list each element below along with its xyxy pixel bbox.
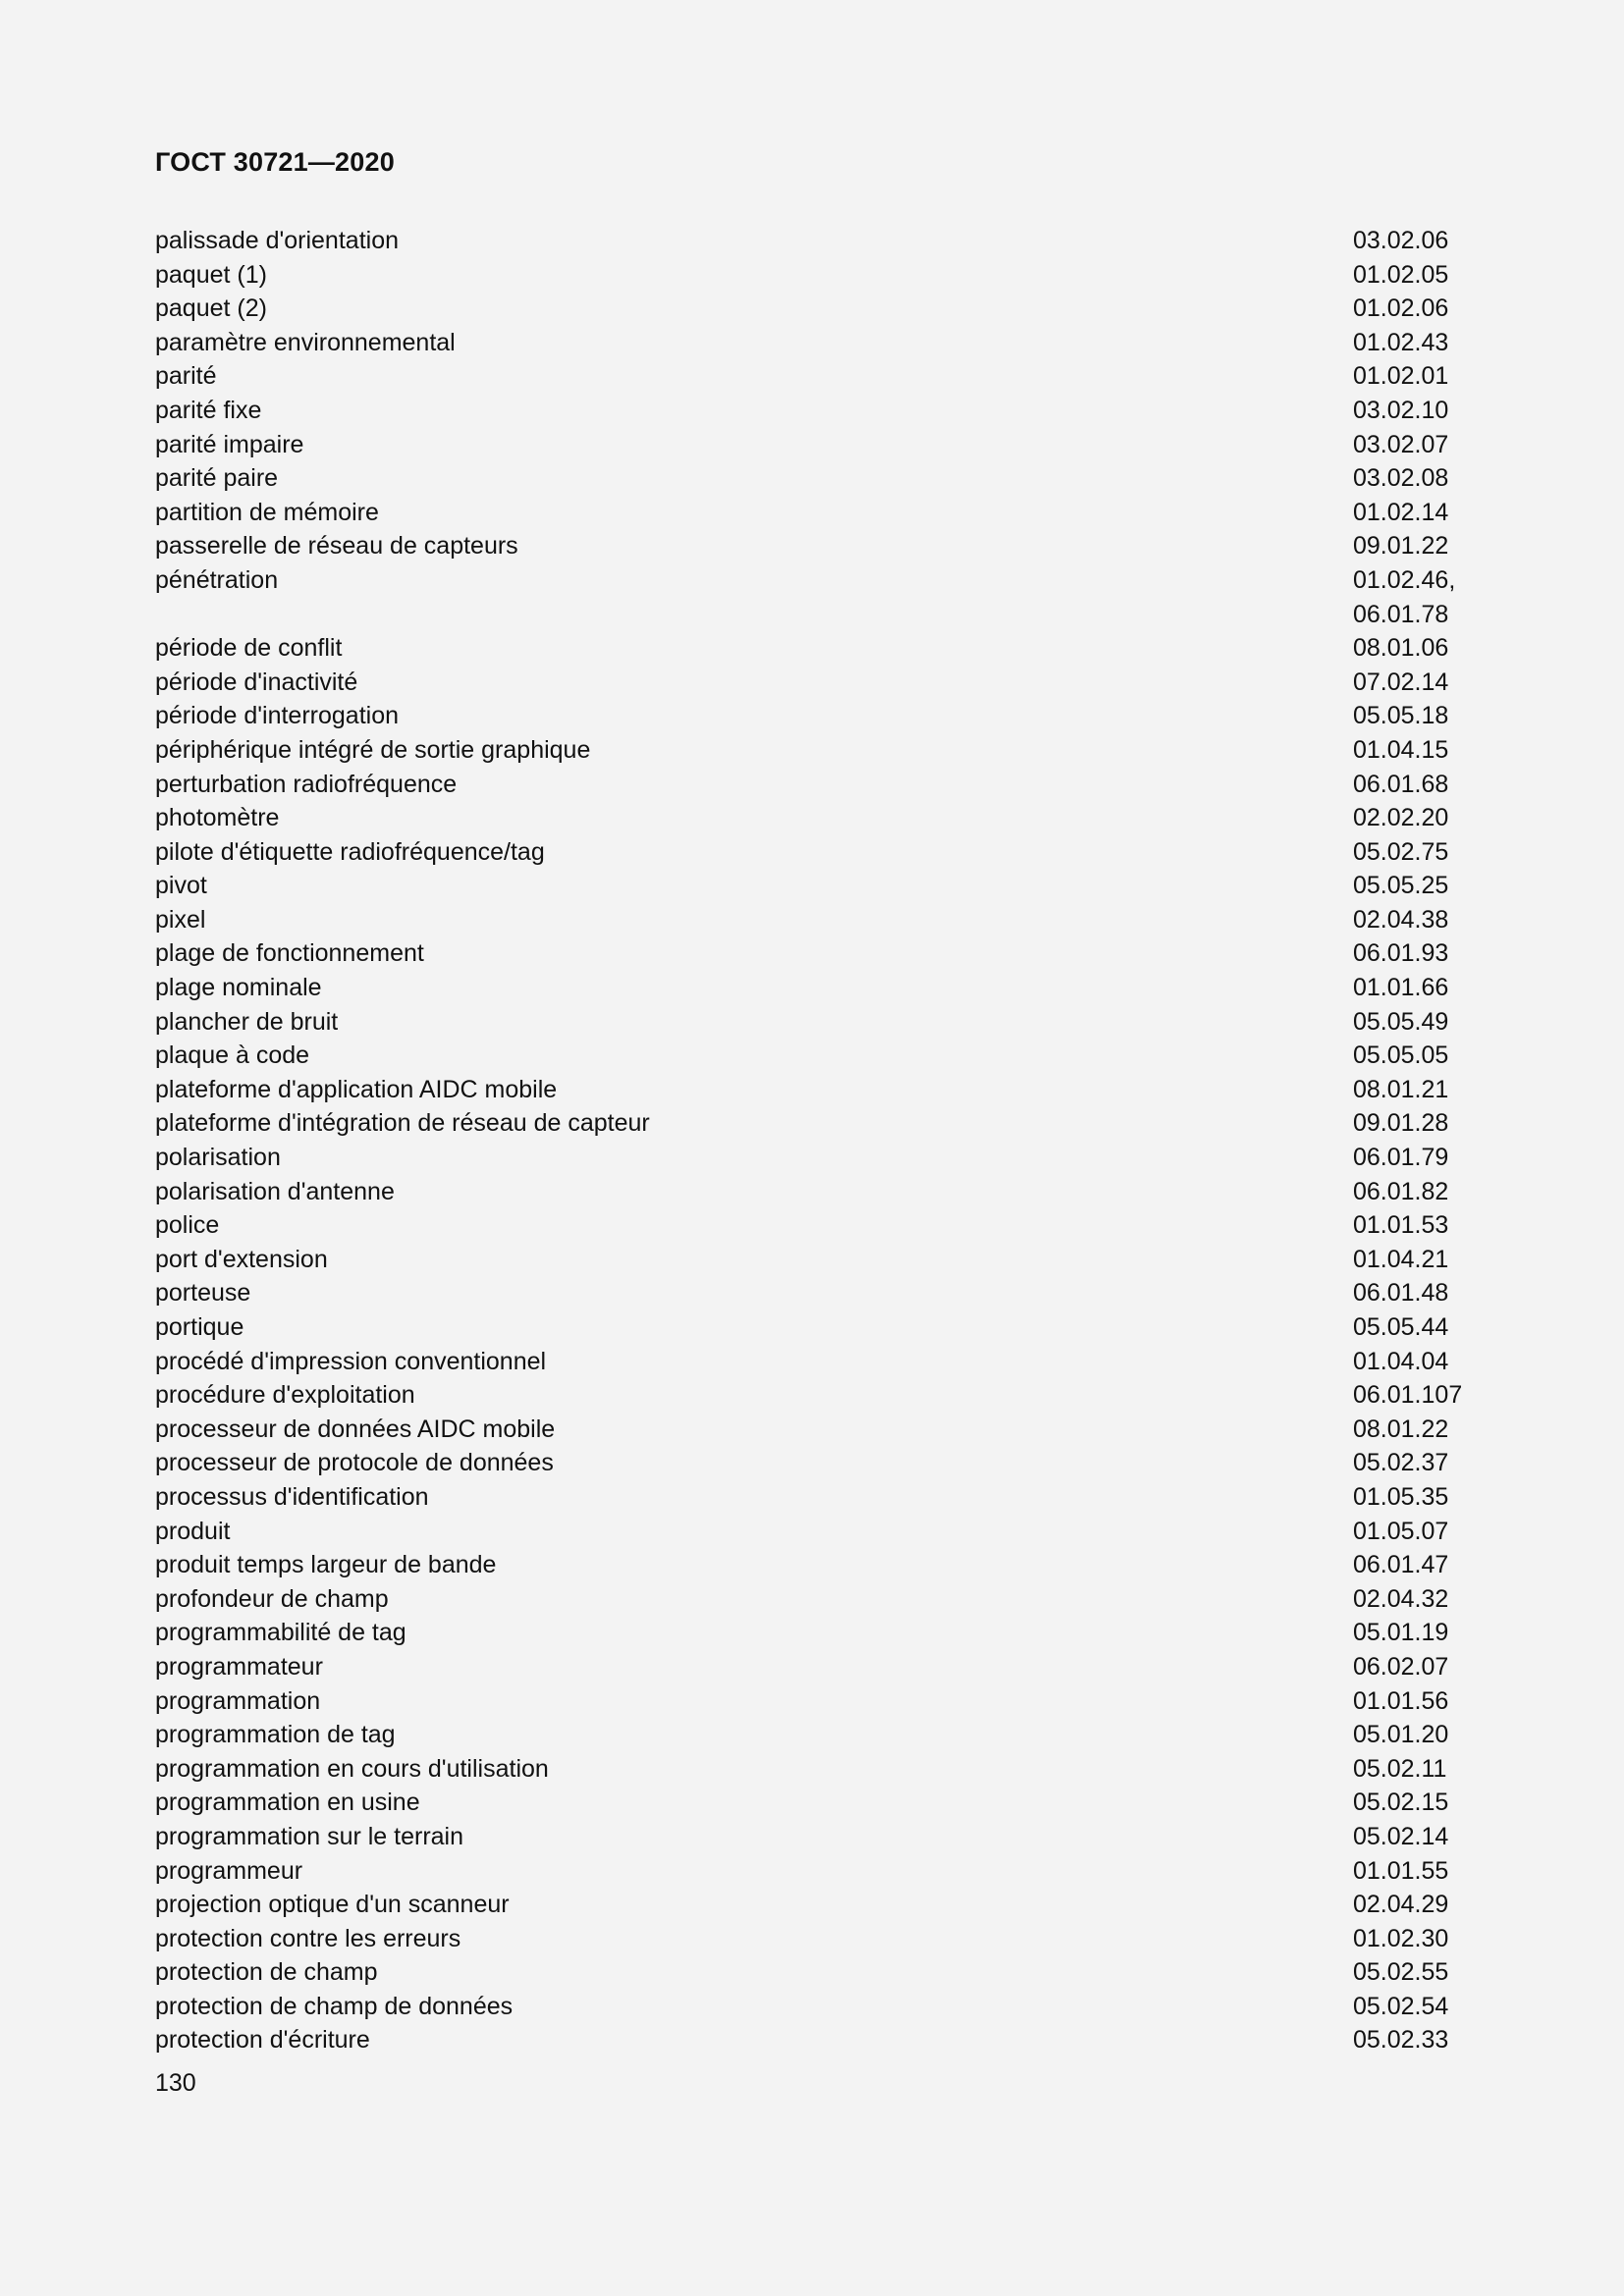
index-entry	[155, 1073, 1471, 1107]
term-reference-number: 01.01.56	[1353, 1686, 1449, 1715]
index-entry	[155, 1276, 1471, 1310]
index-entry	[155, 1650, 1471, 1684]
index-entry	[155, 1378, 1471, 1413]
term-reference-number: 01.02.30	[1353, 1924, 1449, 1952]
index-references	[1353, 394, 1471, 428]
index-term: processus d'identification	[155, 1482, 429, 1511]
term-reference-number: 01.05.35	[1353, 1482, 1449, 1511]
term-reference-number: 05.02.75	[1353, 837, 1449, 866]
index-references	[1353, 971, 1471, 1005]
index-entry	[155, 2023, 1471, 2057]
standard-code-header: ГОСТ 30721—2020	[155, 147, 395, 177]
index-references	[1353, 1413, 1471, 1447]
index-references	[1353, 1515, 1471, 1549]
index-references	[1353, 1990, 1471, 2024]
index-references	[1353, 326, 1471, 360]
term-reference-number: 06.01.48	[1353, 1279, 1449, 1308]
index-term: paramètre environnemental	[155, 328, 456, 356]
term-reference-number: 08.01.06	[1353, 634, 1449, 663]
index-term: pilote d'étiquette radiofréquence/tag	[155, 837, 545, 866]
index-entry	[155, 359, 1471, 394]
index-references	[1353, 1786, 1471, 1820]
index-term: parité impaire	[155, 430, 304, 458]
term-reference-number: 06.01.79	[1353, 1144, 1449, 1172]
term-reference-number: 09.01.22	[1353, 532, 1449, 561]
index-term: période de conflit	[155, 634, 343, 663]
index-term: programmeur	[155, 1856, 303, 1885]
index-term: paquet (1)	[155, 260, 267, 289]
index-term: perturbation radiofréquence	[155, 770, 458, 798]
index-references	[1353, 1243, 1471, 1277]
index-entry	[155, 1820, 1471, 1854]
index-entry	[155, 666, 1471, 700]
index-entry	[155, 869, 1471, 903]
index-references	[1353, 496, 1471, 530]
term-reference-number: 03.02.07	[1353, 430, 1449, 458]
term-reference-number: 05.02.15	[1353, 1789, 1449, 1817]
term-reference-number: 01.02.06	[1353, 294, 1449, 323]
term-reference-number: 03.02.08	[1353, 464, 1449, 493]
index-references	[1353, 2023, 1471, 2057]
index-term: palissade d'orientation	[155, 227, 399, 254]
index-term: pivot	[155, 872, 207, 900]
term-reference-number: 05.02.37	[1353, 1449, 1449, 1477]
term-reference-number: 06.01.93	[1353, 939, 1449, 968]
index-term: programmation en usine	[155, 1789, 420, 1817]
index-term: profondeur de champ	[155, 1584, 389, 1613]
index-entry	[155, 835, 1471, 870]
term-reference-number: 01.01.53	[1353, 1211, 1449, 1240]
term-reference-number: 01.04.04	[1353, 1347, 1449, 1375]
term-reference-number: 05.02.54	[1353, 1992, 1449, 2020]
index-term: procédé d'impression conventionnel	[155, 1347, 547, 1375]
index-term: protection de champ de données	[155, 1992, 514, 2020]
index-references	[1353, 1039, 1471, 1073]
index-references	[1353, 461, 1471, 496]
index-term: produit	[155, 1517, 231, 1545]
index-entry	[155, 428, 1471, 462]
term-reference-number: 06.02.07	[1353, 1652, 1449, 1681]
index-references	[1353, 699, 1471, 733]
index-entry	[155, 1413, 1471, 1447]
index-entry	[155, 1616, 1471, 1650]
index-references	[1353, 1888, 1471, 1922]
index-term: parité	[155, 362, 217, 391]
term-reference-number: 05.01.19	[1353, 1619, 1449, 1647]
term-reference-number: 05.02.11	[1353, 1754, 1447, 1783]
index-term: pixel	[155, 905, 206, 934]
term-reference-number: 02.02.20	[1353, 804, 1449, 832]
index-term: partition de mémoire	[155, 498, 379, 526]
index-references	[1353, 631, 1471, 666]
index-term: photomètre	[155, 804, 280, 832]
index-references	[1353, 801, 1471, 835]
index-term: programmation en cours d'utilisation	[155, 1754, 549, 1783]
index-entry	[155, 529, 1471, 563]
term-reference-number: 02.04.32	[1353, 1584, 1449, 1613]
term-reference-number: 01.02.43	[1353, 328, 1449, 356]
term-reference-number: 05.05.49	[1353, 1007, 1449, 1036]
index-term: plage nominale	[155, 974, 322, 1002]
index-term: période d'interrogation	[155, 702, 399, 730]
index-entry	[155, 496, 1471, 530]
term-reference-number: 05.05.05	[1353, 1041, 1449, 1070]
term-reference-number: 09.01.28	[1353, 1109, 1449, 1138]
term-reference-number: 08.01.21	[1353, 1075, 1449, 1103]
index-term: police	[155, 1211, 220, 1240]
index-term: plaque à code	[155, 1041, 310, 1070]
index-term: processeur de protocole de données	[155, 1449, 554, 1477]
index-entry	[155, 1990, 1471, 2024]
index-references	[1353, 1073, 1471, 1107]
term-reference-number: 01.02.05	[1353, 260, 1449, 289]
term-reference-number: 05.02.55	[1353, 1958, 1449, 1987]
index-entry	[155, 768, 1471, 802]
index-references	[1353, 1922, 1471, 1956]
index-term: programmation sur le terrain	[155, 1822, 464, 1850]
index-term: programmabilité de tag	[155, 1619, 406, 1647]
index-references	[1353, 1276, 1471, 1310]
index-references	[1353, 1141, 1471, 1175]
term-reference-number: 03.02.06	[1353, 227, 1449, 254]
index-entry	[155, 1548, 1471, 1582]
term-reference-number: 01.01.66	[1353, 974, 1449, 1002]
index-references	[1353, 1480, 1471, 1515]
term-reference-number: 08.01.22	[1353, 1415, 1449, 1443]
index-entry	[155, 1684, 1471, 1719]
index-references	[1353, 1005, 1471, 1040]
index-references	[1353, 869, 1471, 903]
term-reference-number: 01.04.21	[1353, 1245, 1449, 1273]
index-references	[1353, 1752, 1471, 1787]
term-reference-number: 01.02.46,	[1353, 565, 1456, 594]
term-reference-number: 05.05.44	[1353, 1313, 1449, 1341]
term-reference-number: 01.04.15	[1353, 735, 1449, 764]
index-entry	[155, 1955, 1471, 1990]
index-references	[1353, 1582, 1471, 1617]
term-reference-number: 06.01.107	[1353, 1381, 1463, 1410]
index-term: protection d'écriture	[155, 2026, 370, 2055]
index-entry	[155, 1039, 1471, 1073]
index-entry	[155, 224, 1471, 258]
index-entry	[155, 1243, 1471, 1277]
index-entry	[155, 1310, 1471, 1345]
index-entry	[155, 326, 1471, 360]
index-entry	[155, 1854, 1471, 1889]
index-references	[1353, 1548, 1471, 1582]
index-entry	[155, 1141, 1471, 1175]
index-entry	[155, 1922, 1471, 1956]
index-references	[1353, 835, 1471, 870]
index-references	[1353, 529, 1471, 563]
term-reference-number: 01.02.14	[1353, 498, 1449, 526]
index-term: produit temps largeur de bande	[155, 1551, 497, 1579]
index-entry	[155, 631, 1471, 666]
index-references	[1353, 563, 1471, 631]
index-entry	[155, 461, 1471, 496]
term-reference-number: 01.02.01	[1353, 362, 1449, 391]
index-entry	[155, 1786, 1471, 1820]
index-references	[1353, 1955, 1471, 1990]
term-reference-number: 05.05.18	[1353, 702, 1449, 730]
index-references	[1353, 733, 1471, 768]
index-term: paquet (2)	[155, 294, 267, 323]
term-reference-number: 05.01.20	[1353, 1721, 1449, 1749]
index-entry	[155, 1106, 1471, 1141]
index-entry	[155, 1480, 1471, 1515]
index-term: parité fixe	[155, 396, 262, 424]
index-entry	[155, 394, 1471, 428]
index-term: programmation	[155, 1686, 321, 1715]
index-term: pénétration	[155, 565, 279, 594]
index-term: plage de fonctionnement	[155, 939, 424, 968]
index-term: plateforme d'intégration de réseau de capteur	[155, 1109, 650, 1138]
index-references	[1353, 1684, 1471, 1719]
index-references	[1353, 1378, 1471, 1413]
index-references	[1353, 1820, 1471, 1854]
index-references	[1353, 1345, 1471, 1379]
index-entry	[155, 1718, 1471, 1752]
index-term: parité paire	[155, 464, 279, 493]
index-references	[1353, 768, 1471, 802]
index-entry	[155, 1515, 1471, 1549]
term-reference-number: 07.02.14	[1353, 667, 1449, 696]
index-entry	[155, 903, 1471, 937]
index-entry	[155, 1582, 1471, 1617]
index-term: programmation de tag	[155, 1721, 396, 1749]
term-reference-number: 01.05.07	[1353, 1517, 1449, 1545]
index-entry	[155, 1446, 1471, 1480]
index-term: polarisation	[155, 1144, 281, 1172]
index-term: procédure d'exploitation	[155, 1381, 415, 1410]
index-entry	[155, 1345, 1471, 1379]
index-term: programmateur	[155, 1652, 323, 1681]
page-number: 130	[155, 2069, 196, 2097]
index-term: portique	[155, 1313, 244, 1341]
index-entry	[155, 1752, 1471, 1787]
term-reference-number: 05.05.25	[1353, 872, 1449, 900]
index-term: polarisation d'antenne	[155, 1177, 395, 1205]
index-entry	[155, 699, 1471, 733]
index-term: protection contre les erreurs	[155, 1924, 461, 1952]
index-references	[1353, 1650, 1471, 1684]
index-term: projection optique d'un scanneur	[155, 1891, 510, 1919]
term-reference-number: 05.02.14	[1353, 1822, 1449, 1850]
term-reference-number: 02.04.38	[1353, 905, 1449, 934]
index-term: processeur de données AIDC mobile	[155, 1415, 556, 1443]
index-references	[1353, 903, 1471, 937]
index-references	[1353, 1106, 1471, 1141]
index-references	[1353, 1175, 1471, 1209]
index-term: port d'extension	[155, 1245, 328, 1273]
term-reference-number: 02.04.29	[1353, 1891, 1449, 1919]
term-reference-number: 06.01.47	[1353, 1551, 1449, 1579]
index-entry	[155, 801, 1471, 835]
index-references	[1353, 1718, 1471, 1752]
index-references	[1353, 1310, 1471, 1345]
index-entry	[155, 1175, 1471, 1209]
term-reference-number: 06.01.68	[1353, 770, 1449, 798]
index-term: périphérique intégré de sortie graphique	[155, 735, 591, 764]
index-entry	[155, 258, 1471, 293]
index-term: plateforme d'application AIDC mobile	[155, 1075, 558, 1103]
index-references	[1353, 428, 1471, 462]
index-entry	[155, 936, 1471, 971]
term-reference-number: 05.02.33	[1353, 2026, 1449, 2055]
index-term: protection de champ	[155, 1958, 378, 1987]
index-term: passerelle de réseau de capteurs	[155, 532, 518, 561]
index-references	[1353, 1616, 1471, 1650]
index-references	[1353, 936, 1471, 971]
index-references	[1353, 1208, 1471, 1243]
index-entry	[155, 1005, 1471, 1040]
index-term: porteuse	[155, 1279, 251, 1308]
index-entry	[155, 971, 1471, 1005]
index-references	[1353, 666, 1471, 700]
term-index-list	[155, 224, 1471, 2057]
index-term: plancher de bruit	[155, 1007, 339, 1036]
index-references	[1353, 258, 1471, 293]
index-term: période d'inactivité	[155, 667, 358, 696]
term-reference-number: 03.02.10	[1353, 396, 1449, 424]
index-references	[1353, 224, 1471, 258]
term-reference-number: 06.01.82	[1353, 1177, 1449, 1205]
index-entry	[155, 563, 1471, 631]
index-references	[1353, 1446, 1471, 1480]
index-references	[1353, 292, 1471, 326]
index-entry	[155, 1888, 1471, 1922]
index-entry	[155, 733, 1471, 768]
index-entry	[155, 292, 1471, 326]
index-references	[1353, 359, 1471, 394]
index-entry	[155, 1208, 1471, 1243]
term-reference-number: 01.01.55	[1353, 1856, 1449, 1885]
term-reference-number: 06.01.78	[1353, 600, 1449, 628]
index-references	[1353, 1854, 1471, 1889]
